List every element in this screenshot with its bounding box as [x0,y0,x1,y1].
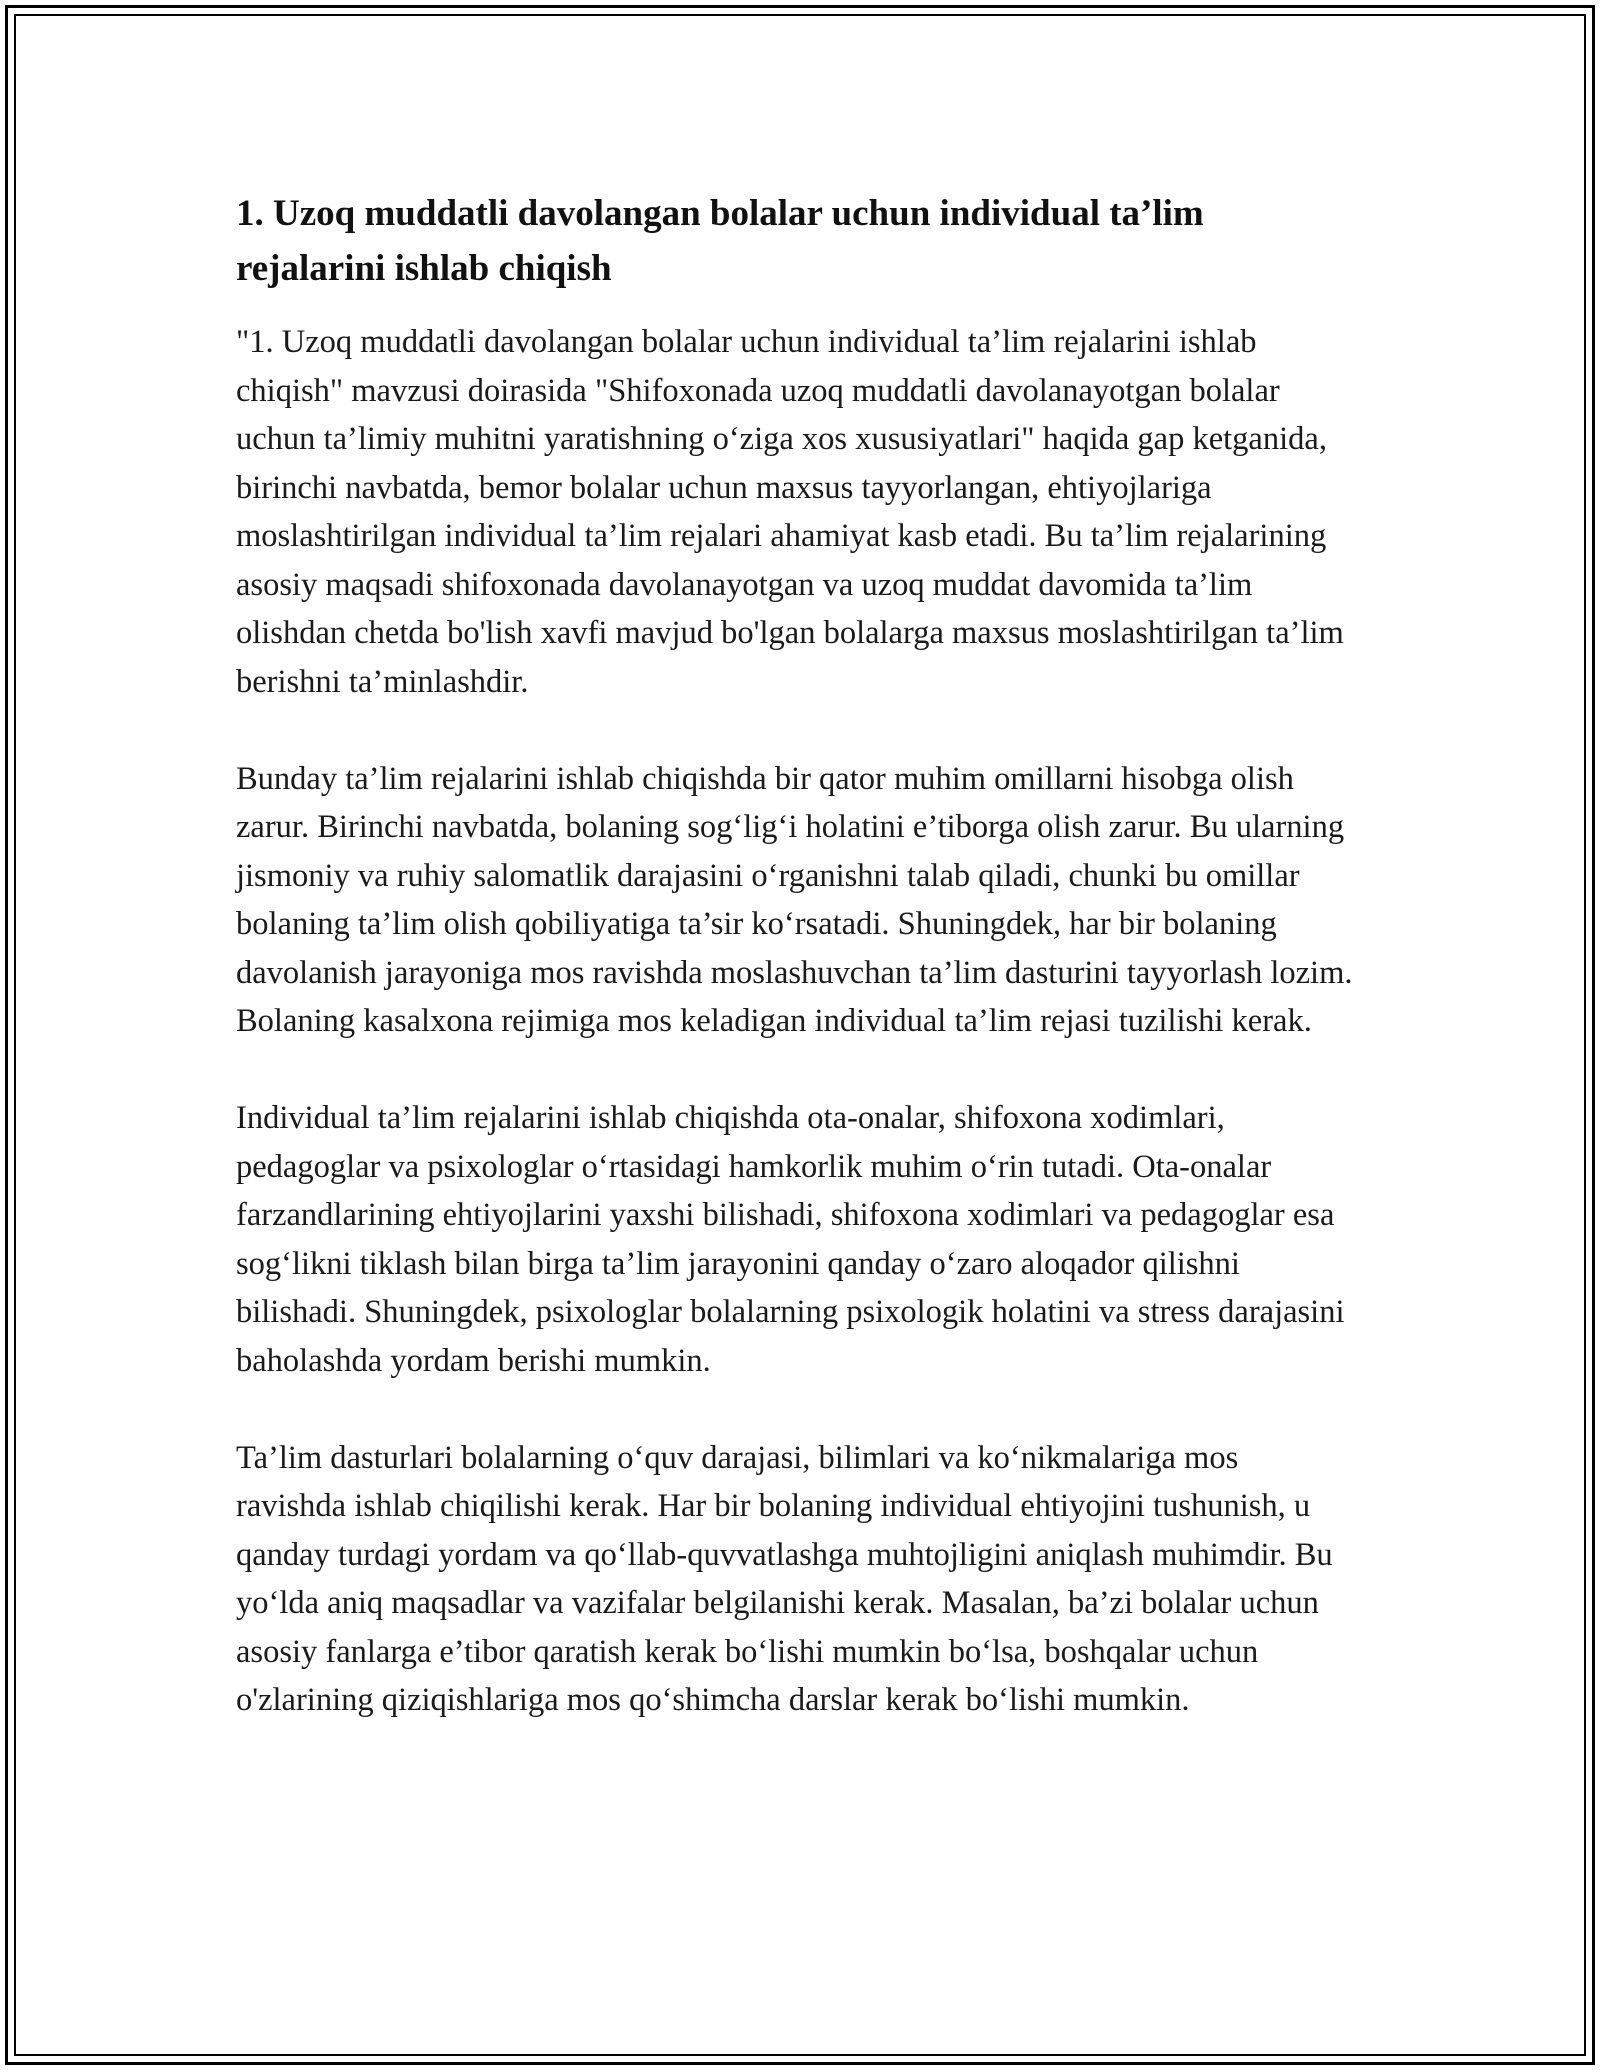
paragraph-2: Bunday ta’lim rejalarini ishlab chiqishda bir qator muhim omillarni hisobga olish zarur. Birinchi navbatda, bolaning sog‘lig‘i holatini e’tiborga olish zarur. Bu ularning jismoniy va ruhiy salomatlik darajasini o‘rganishni talab qiladi, chunki bu omillar bolaning ta’lim olish qobiliyatiga ta’sir ko‘rsatadi. Shuningdek, har bir bolaning davolanish jarayoniga mos ravishda moslashuvchan ta’lim dasturini tayyorlash lozim. Bolaning kasalxona rejimiga mos keladigan individual ta’lim rejasi tuzilishi kerak. [236,760,1353,1039]
paragraph-3: Individual ta’lim rejalarini ishlab chiqishda ota-onalar, shifoxona xodimlari, pedagoglar va psixologlar o‘rtasidagi hamkorlik muhim o‘rin tutadi. Ota-onalar farzandlarining ehtiyojlarini yaxshi bilishadi, shifoxona xodimlari va pedagoglar esa sog‘likni tiklash bilan birga ta’lim jarayonini qanday o‘zaro aloqador qilishni bilishadi. Shuningdek, psixologlar bolalarning psixologik holatini va stress darajasini baholashda yordam berishi mumkin. [236,1100,1345,1379]
paragraph-1: "1. Uzoq muddatli davolangan bolalar uchun individual ta’lim rejalarini ishlab chiqish" mavzusi doirasida "Shifoxonada uzoq muddatli davolanayotgan bolalar uchun ta’limiy muhitni yaratishning o‘ziga xos xususiyatlari" haqida gap ketganida, birinchi navbatda, bemor bolalar uchun maxsus tayyorlangan, ehtiyojlariga moslashtirilgan individual ta’lim rejalari ahamiyat kasb etadi. Bu ta’lim rejalarining asosiy maqsadi shifoxonada davolanayotgan va uzoq muddat davomida ta’lim olishdan chetda bo'lish xavfi mavjud bo'lgan bolalarga maxsus moslashtirilgan ta’lim berishni ta’minlashdir. [236,324,1344,700]
document-body [236,186,1356,1773]
section-heading: 1. Uzoq muddatli davolangan bolalar uchun individual ta’lim rejalarini ishlab chiqish [236,193,1204,289]
paragraph-4: Ta’lim dasturlari bolalarning o‘quv darajasi, bilimlari va ko‘nikmalariga mos ravishda ishlab chiqilishi kerak. Har bir bolaning individual ehtiyojini tushunish, u qanday turdagi yordam va qo‘llab-quvvatlashga muhtojligini aniqlash muhimdir. Bu yo‘lda aniq maqsadlar va vazifalar belgilanishi kerak. Masalan, ba’zi bolalar uchun asosiy fanlarga e’tibor qaratish kerak bo‘lishi mumkin bo‘lsa, boshqalar uchun o'zlarining qiziqishlariga mos qo‘shimcha darslar kerak bo‘lishi mumkin. [236,1439,1333,1718]
